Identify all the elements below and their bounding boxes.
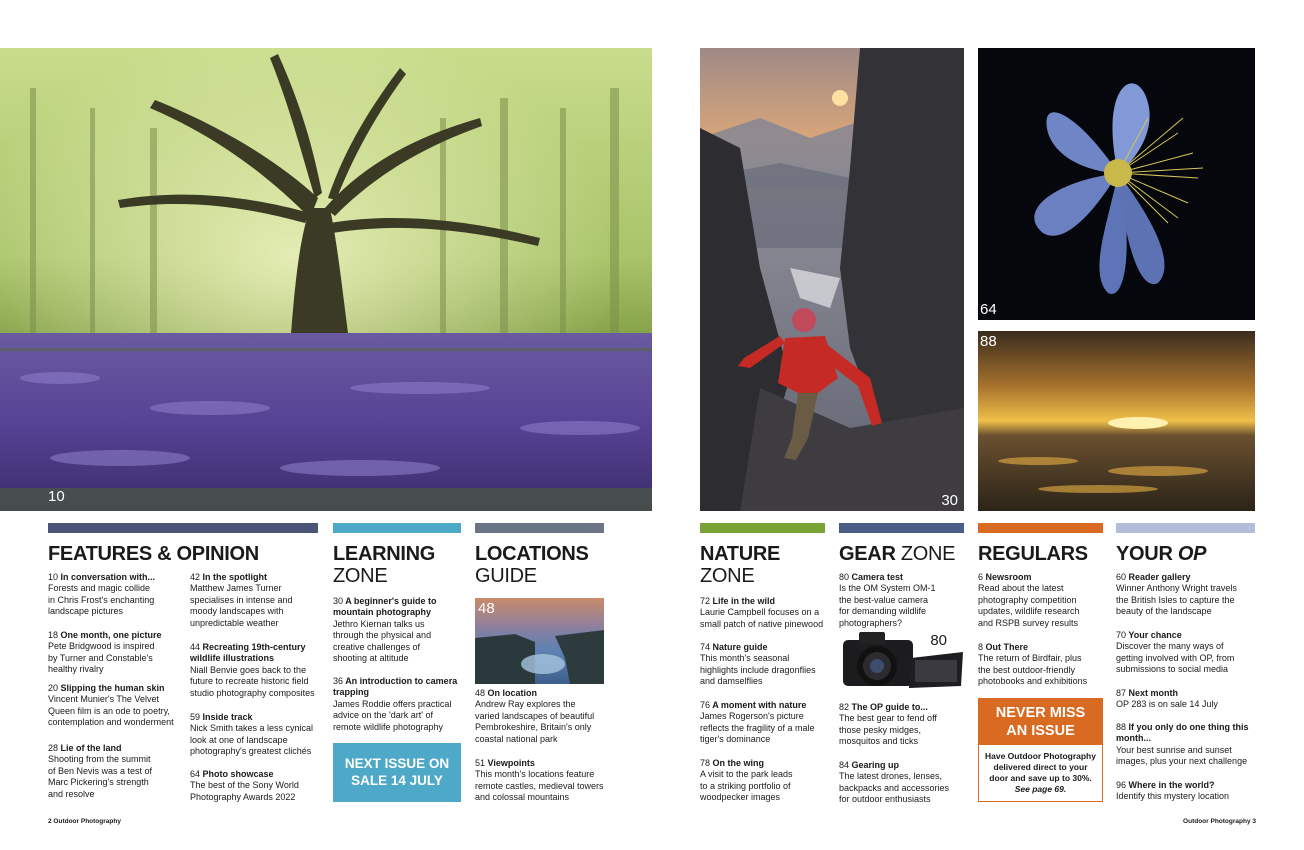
forest-bluebell-photo bbox=[0, 48, 652, 511]
locations-entries bbox=[475, 688, 605, 804]
regulars-section bbox=[978, 523, 1103, 565]
gear-bar bbox=[839, 523, 964, 533]
features-col-2 bbox=[190, 572, 325, 803]
yourop-section bbox=[1116, 523, 1255, 565]
coast-photo bbox=[475, 598, 604, 684]
subscribe-box[interactable]: Have Outdoor Photography delivered direct to your door and save up to 30%. See page 69. bbox=[978, 744, 1103, 802]
photo-page-number: 30 bbox=[941, 492, 958, 509]
contents-entry[interactable]: 88 If you only do one thing this month... Your best sunrise and sunset images, plus your next challenge bbox=[1116, 722, 1249, 767]
regulars-bar bbox=[978, 523, 1103, 533]
features-section bbox=[48, 523, 318, 565]
photo-page-number: 48 bbox=[478, 600, 495, 617]
contents-entry[interactable]: 78 On the wing A visit to the park leads to a striking portfolio of woodpecker images bbox=[700, 758, 793, 803]
gear-section bbox=[839, 523, 964, 565]
contents-entry[interactable]: 48 On location Andrew Ray explores the varied landscapes of beautiful Pembrokeshire, Britain's only coastal national park bbox=[475, 688, 595, 744]
contents-entry[interactable]: 60 Reader gallery Winner Anthony Wright travels the British Isles to capture the beauty of the landscape bbox=[1116, 572, 1237, 617]
folio-right: Outdoor Photography 3 bbox=[1183, 818, 1256, 825]
contents-entry[interactable]: 87 Next month OP 283 is on sale 14 July bbox=[1116, 688, 1218, 710]
contents-entry[interactable]: 20 Slipping the human skin Vincent Munier's The Velvet Queen film is an ode to poetry, contemplation and wonderment bbox=[48, 683, 174, 728]
contents-entry[interactable]: 76 A moment with nature James Rogerson's picture reflects the fragility of a male tiger's dominance bbox=[700, 700, 815, 745]
locations-section bbox=[475, 523, 604, 587]
photo-page-number: 88 bbox=[980, 333, 997, 350]
photo-page-number: 10 bbox=[48, 488, 65, 505]
climber-illustration bbox=[700, 48, 964, 511]
sunset-illustration bbox=[978, 331, 1255, 511]
learning-heading: LEARNING ZONE bbox=[333, 543, 436, 587]
nature-heading: NATURE ZONE bbox=[700, 543, 781, 587]
contents-entry[interactable]: 42 In the spotlight Matthew James Turner specialises in intense and moody landscapes with unpredictable weather bbox=[190, 572, 293, 628]
contents-entry[interactable]: 70 Your chance Discover the many ways of getting involved with OP, from submissions to social media bbox=[1116, 630, 1235, 675]
features-bar bbox=[48, 523, 318, 533]
photo-page-number: 80 bbox=[930, 632, 947, 649]
forest-illustration bbox=[0, 48, 652, 511]
regulars-entries bbox=[978, 572, 1106, 688]
contents-entry[interactable]: 80 Camera test Is the OM System OM-1 the best-value camera for demanding wildlife photographers? bbox=[839, 572, 936, 628]
learning-section bbox=[333, 523, 461, 587]
locations-heading: LOCATIONS GUIDE bbox=[475, 543, 589, 587]
gear-heading: GEAR ZONE bbox=[839, 543, 956, 565]
nature-entries bbox=[700, 596, 832, 804]
sunset-photo bbox=[978, 331, 1255, 511]
features-col-1 bbox=[48, 572, 188, 800]
contents-entry[interactable]: 72 Life in the wild Laurie Campbell focuses on a small patch of native pinewood bbox=[700, 596, 824, 629]
contents-entry[interactable]: 8 Out There The return of Birdfair, plus the best outdoor-friendly photobooks and exhibitions bbox=[978, 642, 1088, 687]
contents-entry[interactable]: 6 Newsroom Read about the latest photography competition updates, wildlife research and RSPB survey results bbox=[978, 572, 1080, 628]
learning-bar bbox=[333, 523, 461, 533]
contents-entry[interactable]: 64 Photo showcase The best of the Sony World Photography Awards 2022 bbox=[190, 769, 299, 802]
contents-entry[interactable]: 74 Nature guide This month's seasonal highlights include dragonflies and damselflies bbox=[700, 642, 816, 687]
features-heading: FEATURES & OPINION bbox=[48, 543, 259, 565]
next-issue-promo[interactable]: NEXT ISSUE ON SALE 14 JULY bbox=[333, 743, 461, 802]
camera-illustration bbox=[839, 628, 967, 696]
contents-entry[interactable]: 51 Viewpoints This month's locations feature remote castles, medieval towers and colossal mountains bbox=[475, 758, 604, 803]
learning-entries bbox=[333, 596, 463, 733]
yourop-heading: YOUR OP bbox=[1116, 543, 1207, 565]
photo-page-number: 64 bbox=[980, 301, 997, 318]
yourop-entries bbox=[1116, 572, 1258, 803]
nature-bar bbox=[700, 523, 825, 533]
contents-entry[interactable]: 30 A beginner's guide to mountain photography Jethro Kiernan talks us through the physical and creative challenges of shooting at altitude bbox=[333, 596, 437, 664]
contents-entry[interactable]: 82 The OP guide to... The best gear to fend off those pesky midges, mosquitos and ticks bbox=[839, 702, 937, 747]
contents-entry[interactable]: 28 Lie of the land Shooting from the summit of Ben Nevis was a test of Marc Pickering's strength and resolve bbox=[48, 743, 153, 799]
contents-entry[interactable]: 96 Where in the world? Identify this mystery location bbox=[1116, 780, 1230, 802]
camera-photo bbox=[839, 628, 967, 696]
locations-bar bbox=[475, 523, 604, 533]
contents-entry[interactable]: 10 In conversation with... Forests and magic collide in Chris Frost's enchanting landscape pictures bbox=[48, 572, 156, 617]
folio-left: 2 Outdoor Photography bbox=[48, 818, 121, 825]
yourop-bar bbox=[1116, 523, 1255, 533]
flower-illustration bbox=[978, 48, 1255, 320]
contents-entry[interactable]: 36 An introduction to camera trapping James Roddie offers practical advice on the 'dark art' of remote wildlife photography bbox=[333, 676, 458, 732]
contents-entry[interactable]: 44 Recreating 19th-century wildlife illustrations Niall Benvie goes back to the future to recreate historic field studio photography composites bbox=[190, 642, 315, 698]
contents-entry[interactable]: 59 Inside track Nick Smith takes a less cynical look at one of landscape photography's greatest clichés bbox=[190, 712, 314, 757]
contents-entry[interactable]: 18 One month, one picture Pete Bridgwood is inspired by Turner and Constable's healthy rivalry bbox=[48, 630, 162, 675]
never-miss-promo[interactable]: NEVER MISS AN ISSUE bbox=[978, 698, 1103, 744]
flower-photo bbox=[978, 48, 1255, 320]
contents-entry[interactable]: 84 Gearing up The latest drones, lenses, backpacks and accessories for outdoor enthusiasts bbox=[839, 760, 950, 805]
nature-section bbox=[700, 523, 825, 587]
regulars-heading: REGULARS bbox=[978, 543, 1088, 565]
climber-photo bbox=[700, 48, 964, 511]
